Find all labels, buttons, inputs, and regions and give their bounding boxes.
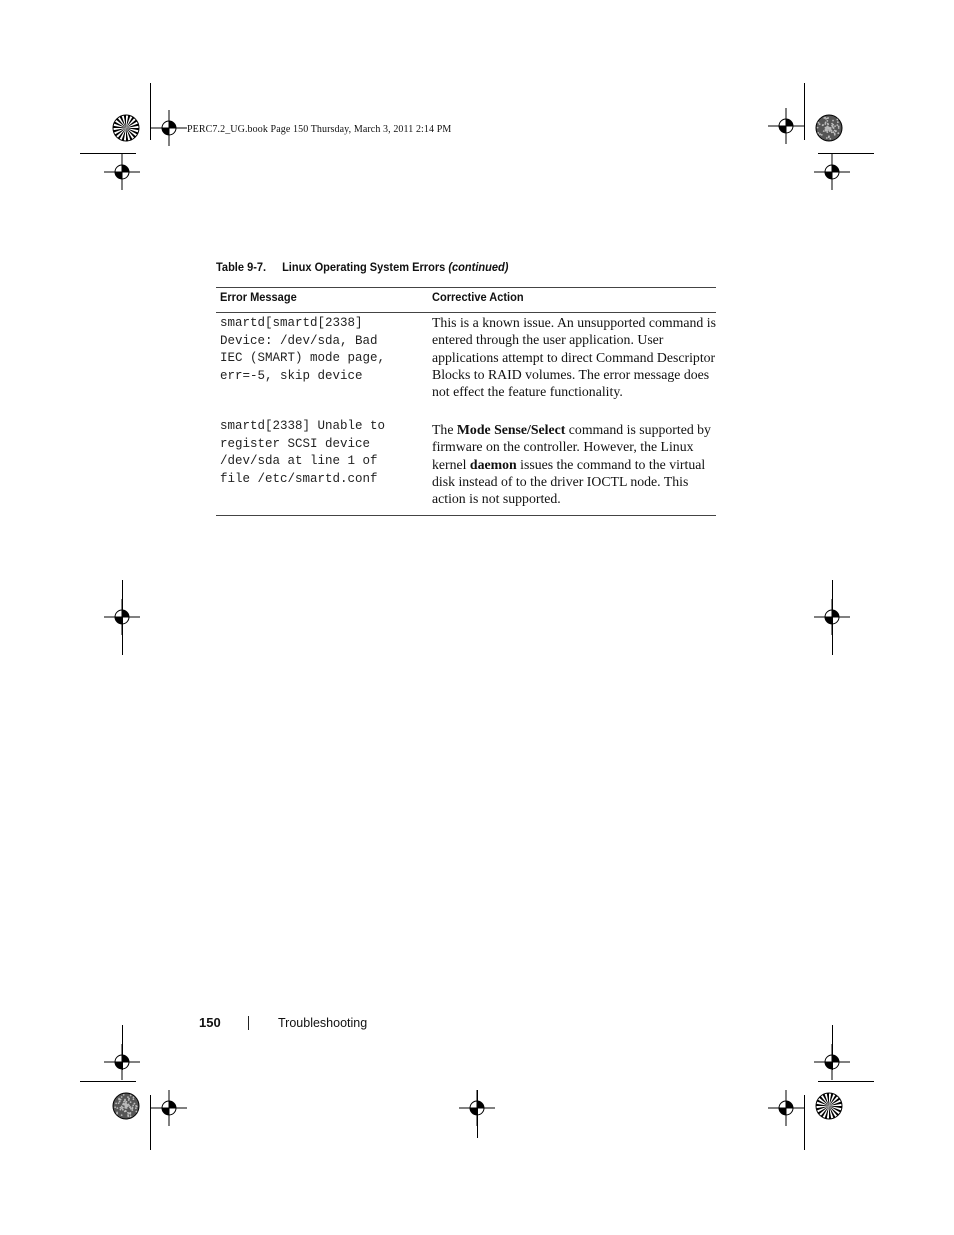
table-caption-number: Table 9-7. <box>216 260 267 274</box>
crop-line <box>477 1090 478 1138</box>
errors-table <box>216 287 716 516</box>
table-caption-title: Linux Operating System Errors <box>282 260 446 274</box>
crop-line <box>150 83 151 140</box>
error-message-cell: smartd[2338] Unable to register SCSI device /dev/sda at line 1 of file /etc/smartd.conf <box>220 419 386 486</box>
action-text: command is supported by firmware on the controller. However, the Linux kernel <box>432 422 711 472</box>
starburst-mark <box>815 114 843 142</box>
crosshair-mark <box>768 108 804 144</box>
corrective-action-cell <box>432 421 716 507</box>
page-number: 150 <box>199 1015 221 1030</box>
corrective-action-cell: This is a known issue. An unsupported command is entered through the user application. User applications attempt to direct Command Descriptor Blocks to RAID volumes. The error message does not effect the feature functionality. <box>432 315 716 400</box>
crosshair-mark <box>814 154 850 190</box>
starburst-mark <box>112 1092 140 1120</box>
error-message-cell: smartd[smartd[2338] Device: /dev/sda, Bad IEC (SMART) mode page, err=-5, skip device <box>220 316 386 383</box>
footer-separator <box>248 1016 249 1030</box>
crop-line <box>122 580 123 655</box>
column-header-corrective-action: Corrective Action <box>432 290 524 304</box>
crop-line <box>818 1081 874 1082</box>
crop-line <box>122 1025 123 1070</box>
table-bottom-rule <box>216 515 716 516</box>
crosshair-mark <box>151 110 187 146</box>
table-caption-continued: (continued) <box>448 260 509 274</box>
column-header-error-message: Error Message <box>220 290 297 304</box>
crop-line <box>804 1095 805 1150</box>
starburst-mark <box>112 114 140 142</box>
action-term-daemon: daemon <box>469 456 517 472</box>
crop-line <box>832 1025 833 1070</box>
action-text: The <box>432 422 457 437</box>
crosshair-mark <box>151 1090 187 1126</box>
crosshair-mark <box>768 1090 804 1126</box>
action-text: issues the command to the virtual disk instead of to the driver IOCTL node. This action is not supported. <box>432 456 706 507</box>
footer-section-title: Troubleshooting <box>278 1016 368 1030</box>
print-header-line: PERC7.2_UG.book Page 150 Thursday, March 3, 2011 2:14 PM <box>187 124 452 135</box>
action-term-mode-sense-select: Mode Sense/Select <box>456 422 566 437</box>
table-header-row <box>216 288 716 312</box>
table-row <box>216 313 716 417</box>
crop-line <box>832 580 833 655</box>
crop-line <box>80 1081 136 1082</box>
crop-line <box>804 83 805 140</box>
table-caption <box>216 260 508 274</box>
starburst-mark <box>815 1092 843 1120</box>
crosshair-mark <box>104 154 140 190</box>
table-row <box>216 417 716 515</box>
